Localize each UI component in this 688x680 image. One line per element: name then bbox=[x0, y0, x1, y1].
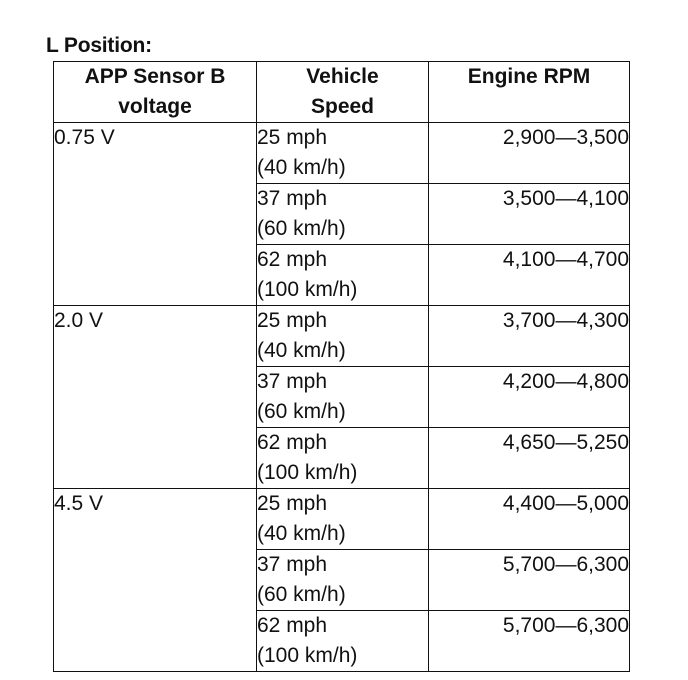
speed-cell bbox=[257, 245, 429, 306]
speed-kmh: (40 km/h) bbox=[257, 339, 346, 362]
rpm-cell: 4,100—4,700 bbox=[429, 245, 630, 306]
rpm-cell: 4,650—5,250 bbox=[429, 428, 630, 489]
rpm-cell: 4,400—5,000 bbox=[429, 489, 630, 550]
speed-cell bbox=[257, 184, 429, 245]
speed-mph: 62 mph bbox=[257, 431, 328, 454]
speed-cell bbox=[257, 611, 429, 672]
speed-mph: 25 mph bbox=[257, 492, 328, 515]
table-row bbox=[54, 489, 630, 550]
rpm-cell: 5,700—6,300 bbox=[429, 550, 630, 611]
speed-kmh: (40 km/h) bbox=[257, 522, 346, 545]
table-row bbox=[54, 123, 630, 184]
speed-kmh: (100 km/h) bbox=[257, 278, 358, 301]
speed-cell bbox=[257, 306, 429, 367]
speed-cell bbox=[257, 550, 429, 611]
header-vehicle-speed bbox=[257, 62, 429, 123]
speed-cell bbox=[257, 428, 429, 489]
voltage-cell: 4.5 V bbox=[54, 489, 257, 672]
speed-mph: 25 mph bbox=[257, 309, 328, 332]
speed-kmh: (60 km/h) bbox=[257, 400, 346, 423]
header-speed-label: Vehicle Speed bbox=[306, 65, 379, 118]
l-position-spec-table bbox=[53, 61, 630, 672]
section-title: L Position: bbox=[46, 34, 152, 57]
table-header-row bbox=[54, 62, 630, 123]
speed-kmh: (100 km/h) bbox=[257, 644, 358, 667]
rpm-cell: 5,700—6,300 bbox=[429, 611, 630, 672]
rpm-cell: 2,900—3,500 bbox=[429, 123, 630, 184]
speed-kmh: (40 km/h) bbox=[257, 156, 346, 179]
speed-kmh: (60 km/h) bbox=[257, 583, 346, 606]
speed-cell bbox=[257, 367, 429, 428]
speed-mph: 37 mph bbox=[257, 370, 328, 393]
speed-cell bbox=[257, 489, 429, 550]
speed-mph: 62 mph bbox=[257, 614, 328, 637]
speed-mph: 37 mph bbox=[257, 553, 328, 576]
rpm-cell: 3,700—4,300 bbox=[429, 306, 630, 367]
table-row bbox=[54, 306, 630, 367]
speed-mph: 62 mph bbox=[257, 248, 328, 271]
header-voltage-label: APP Sensor B voltage bbox=[84, 65, 226, 118]
rpm-cell: 4,200—4,800 bbox=[429, 367, 630, 428]
header-app-sensor-b-voltage bbox=[54, 62, 257, 123]
speed-mph: 37 mph bbox=[257, 187, 328, 210]
header-engine-rpm bbox=[429, 62, 630, 123]
speed-cell bbox=[257, 123, 429, 184]
speed-mph: 25 mph bbox=[257, 126, 328, 149]
header-rpm-label: Engine RPM bbox=[467, 65, 591, 88]
voltage-cell: 0.75 V bbox=[54, 123, 257, 306]
rpm-cell: 3,500—4,100 bbox=[429, 184, 630, 245]
speed-kmh: (60 km/h) bbox=[257, 217, 346, 240]
voltage-cell: 2.0 V bbox=[54, 306, 257, 489]
speed-kmh: (100 km/h) bbox=[257, 461, 358, 484]
